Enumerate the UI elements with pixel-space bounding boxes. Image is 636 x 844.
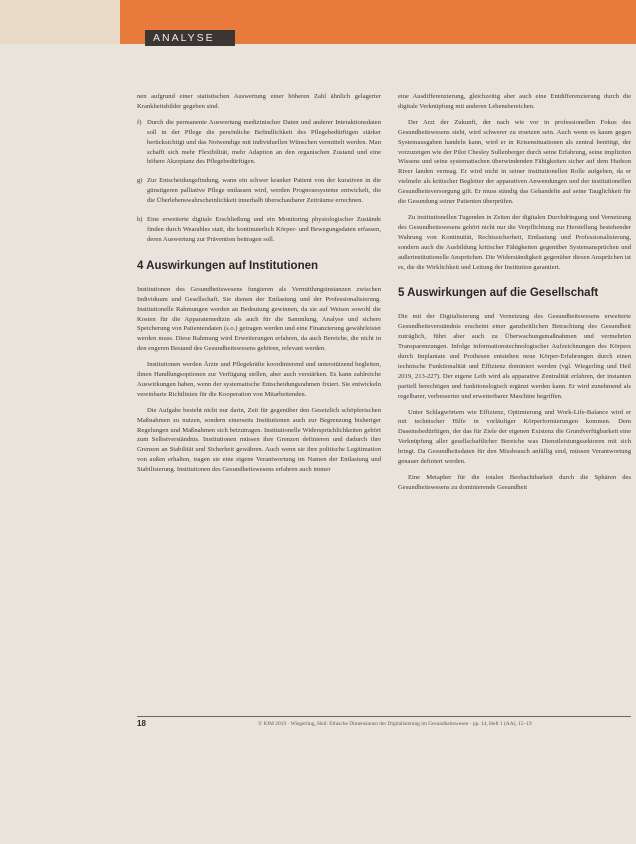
list-item bbox=[137, 215, 381, 245]
paragraph: Institutionen werden Ärzte und Pflegekräfte koordinierend und unterstützend begleiten, ihnen Handlungsoptionen zur Verfügung stellen, aber auch verstärken. Es kann zahlreiche Auswirkungen haben, wenn der systematische Entscheidungsrahmen fixiert. Sie entwickeln vereinbarte Richtlinien für die Kooperation von Mitarbeitenden. bbox=[137, 361, 381, 398]
page-number: 18 bbox=[137, 719, 146, 728]
list-item bbox=[137, 118, 381, 168]
paragraph: Institutionen des Gesundheitswesens fungieren als Vermittlungsinstanzen zwischen Individuum und Gesellschaft. Sie dienen der Entlastung und der Professionalisierung. Institutionelle Rahmungen werden an Bedeutung gewinnen, da sie auf Weisen sowohl die Kosten für die Apparatemedizin als auch für die Sammlung, Analyse und sichere Speicherung von Patientendaten (s.o.) getragen werden und eine Finanzierung gewährleistet werden muss. Diese Rahmung wird Erweiterungen erfahren, da auch Bereiche, die nicht in den engeren Bestand des Gesundheitswesens gehören, relevant werden. bbox=[137, 285, 381, 353]
continuation-text: nen aufgrund einer statistischen Auswertung einer höheren Zahl ähnlich gelagerter Krankheitsbilder gegeben sind. bbox=[137, 93, 381, 110]
paragraph: Unter Schlagwörtern wie Effizienz, Optimierung und Work-Life-Balance wird er mit technischer Hilfe in vorläufiger Körperformierungen kommen. Dem Daseinsbedürftigen, der das für Ziele der eigenen Existenz die Grundverfügbarkeit eine Verknüpfung aller gesellschaftlicher Bereiche was Dienstleistungssektoren mit sich bringt. Da Gesundheitsdaten für den Missbrauch anfällig sind, müssen Verantwortung genauer definiert werden. bbox=[398, 408, 631, 466]
footer-rule bbox=[137, 716, 631, 717]
paragraph: Der Arzt der Zukunft, der nach wie vor in professionellen Fokus des Gesundheitswesens steht, wird schwerer zu ersetzen sein. Auch wenn es kaum gegen Systemausgaben handeln kann, wird er in Krisensituationen als zentral benötigt, der vorzuzeigen wie der Pilot Chesley Sullenberger durch seine Erfahrung, seine impliziten Wissens und seine systematischen überwindenden Fähigkeiten sicher auf dem Hudson River landen vermag. Er wird nicht in seiner institutionellen Rolle aufgeben, da er vielmehr als kritischer Begleiter der apparativen Anwendungen und der institutionellen Gesundheitsversorgung gilt. Er muss ständig das Gehandelte auf seine Tauglichkeit für die Gesundung seiner Patienten überprüfen. bbox=[398, 118, 631, 206]
header-band-light bbox=[0, 0, 120, 44]
paragraph: Zu institutionellen Tugenden in Zeiten der digitalen Durchdringung und Vernetzung des Gesundheitswesens gehört nicht nur die Verpflichtung zur Herstellung bestehender Wahrung von Kontinuität, Rechtssicherheit, Entlastung und Professionalisierung, sondern auch die Ausbildung kritischer Fähigkeiten gegenüber Systemansprüchen und außerinstitutionelle Ansprüchen. Die Widerständigkeit gegenüber diesen Ansprüchen ist es, die die Wirklichkeit und Leitung der Institution garantiert. bbox=[398, 213, 631, 271]
section-heading-5: 5 Auswirkungen auf die Gesellschaft bbox=[398, 287, 599, 300]
list-item bbox=[137, 176, 381, 206]
paragraph: Eine Metapher für die totalen Beobachtbarkeit durch die Sphären des Gesundheitswesens zu dominierende Gesundheit bbox=[398, 474, 631, 491]
list-text: Durch die permanente Auswertung medizinischer Daten und anderer Interaktionsdaten soll in der Pflege die persönliche Befindlichkeit des Pflegebedürftigen stärker berücksichtigt und das Notwendige mit individuellen Wünschen vermittelt werden. Man schafft sich mehr Flexibilität, mehr Adaption an den organischen Zustand und eine höhere Akzeptanz des Pflegebedürftigen. bbox=[147, 118, 381, 166]
paragraph: Die mit der Digitalisierung und Vernetzung des Gesundheitswesens erweiterte Gesundheitsverständnis erscheint einer ganzheitlichen Betrachtung des Gesundheit zuträglich, führt aber auch zu Überwachungsmaßnahmen und vermehrten Transparenzungen. Infolge informationstechnologischer Aufzeichnungen des Körpers durch Implantate und Prothesen entstehen neue Körper-Erfahrungen durch einen technische Funktionalität und Effizienz dominiert werden (vgl. Wiegerling und Heil 2019, 213-227). Der eigene Leib wird als apparative Zentralität erfahren, der instanten partiell berechtigen und funktionslogisch ergänzt werden kann. Er wird zunehmend als regelbarer, verbesserter und erweiterbarer Maschine begriffen. bbox=[398, 313, 631, 400]
paragraph: Die Aufgabe besteht nicht nur darin, Zeit für gegenüber den Gesetzlich schöpferischen Maßnahmen zu nutzen, sondern einerseits Institutionen auch zur Begrenzung bisheriger Regelungen und Maßnahmen sich beizutragen. Institutionelle Widersprüchlichkeiten gehört zum Selbstverständnis. Institutionen müssen ihre Grenzen definieren und dadurch ihre Grenzen an Stabilität und Sicherheit gewähren. Auch wenn sie ihre politische Legitimation von außen erhalten, tragen sie eine eigene Verantwortung im Namen der Entlastung und Stabilisierung. Institutionen des Gesundheitswesens erfahren auch immer bbox=[137, 406, 381, 474]
list-text: Zur Entscheidungsfindung, wann ein schwer kranker Patient von der kurativen in die günstigeren palliative Pflege entlassen wird, werden Prognosesysteme entwickelt, die die Überlebenswahrscheinlichkeit innerhalb überschaubarer Zeiträume errechnen. bbox=[147, 177, 381, 205]
section-tag: ANALYSE bbox=[145, 30, 235, 46]
section-heading-4: 4 Auswirkungen auf Institutionen bbox=[137, 259, 319, 272]
header-band bbox=[0, 0, 636, 44]
paragraph: eine Ausdifferenzierung, gleichzeitig aber auch eine Entdifferenzierung durch die digitale Verknüpfung mit anderen Lebensbereichen. bbox=[398, 93, 631, 110]
list-text: Eine erweiterte digitale Erschließung und ein Monitoring physiologischer Zustände finden durch Wearables statt, die kontinuierlich Körper- und Bewegungsdaten erfassen, deren Auswertung zur Prävention beitragen soll. bbox=[147, 216, 381, 243]
list-marker: h) bbox=[137, 216, 143, 224]
right-column bbox=[398, 92, 631, 499]
footer-citation: © IOM 2019 · Wiegerling, Heil: Ethische Dimensionen der Digitalisierung im Gesundheitswesen · pp. 14, Heft 1 (AA), 15–19 bbox=[258, 721, 532, 727]
left-column bbox=[137, 92, 381, 481]
list-marker: f) bbox=[137, 118, 142, 126]
list-marker: g) bbox=[137, 177, 143, 185]
